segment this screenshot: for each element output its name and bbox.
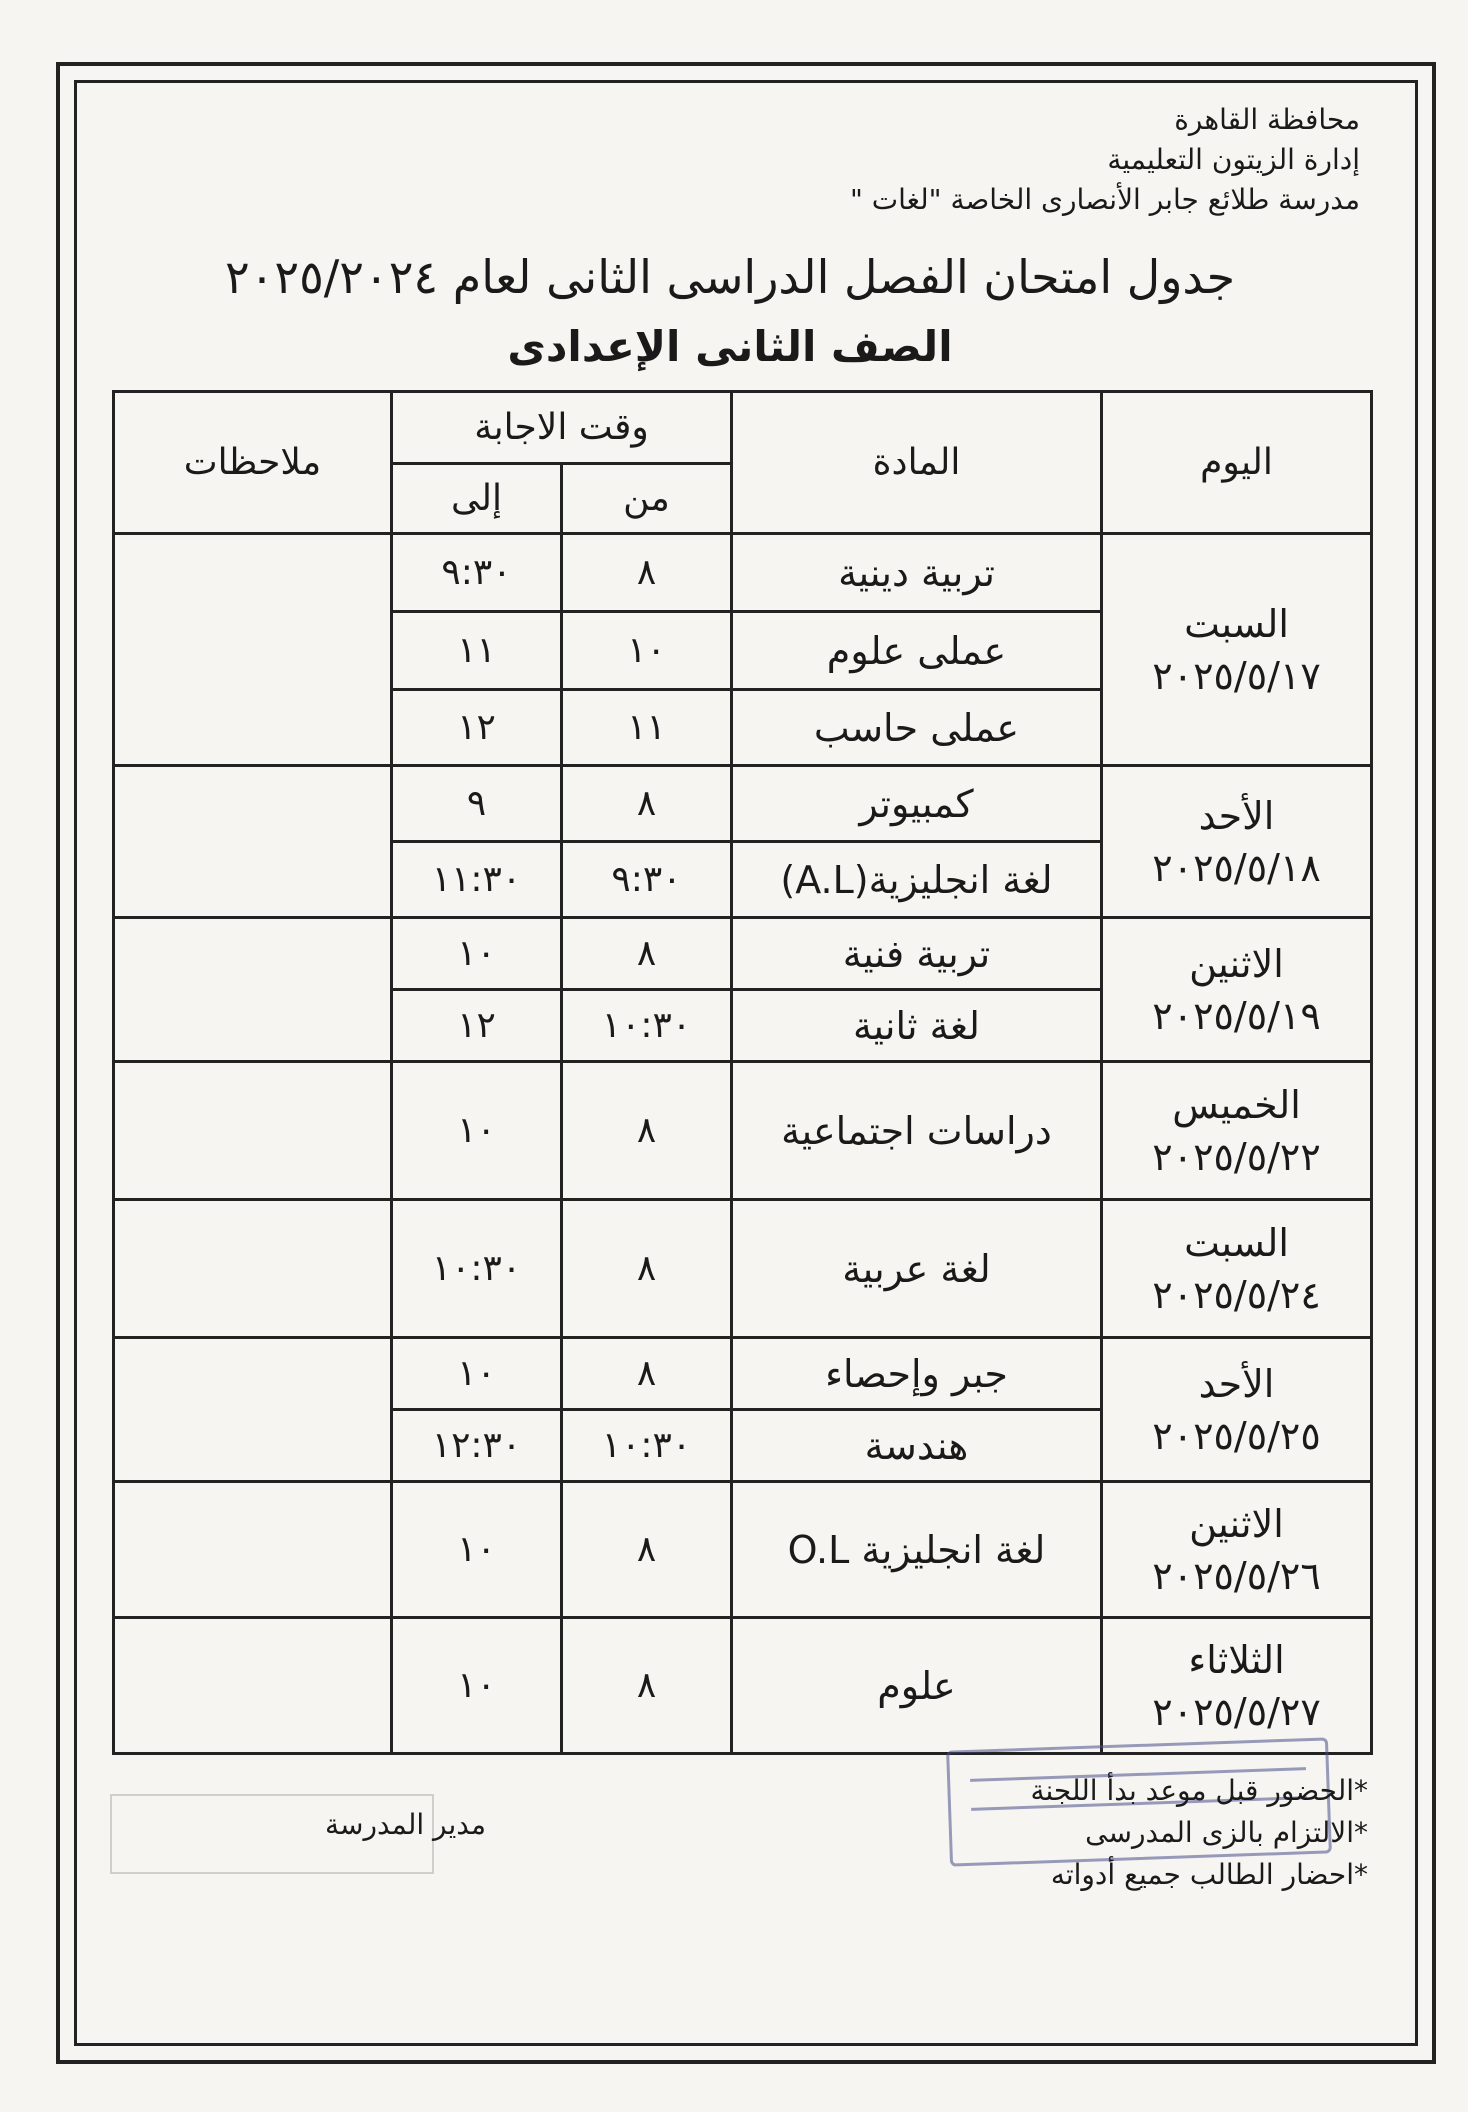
time-from: ١٠:٣٠ — [562, 990, 732, 1062]
day-date: ٢٠٢٥/٥/٢٧ — [1152, 1689, 1321, 1734]
day-cell — [1102, 534, 1372, 766]
subject-cell: لغة انجليزية(A.L) — [732, 842, 1102, 918]
subject-cell: كمبيوتر — [732, 766, 1102, 842]
day-date: ٢٠٢٥/٥/١٨ — [1152, 845, 1321, 890]
table-row — [114, 1618, 1372, 1754]
time-to: ١١ — [392, 612, 562, 690]
day-cell — [1102, 1338, 1372, 1482]
table-row — [114, 1200, 1372, 1338]
subject-cell: هندسة — [732, 1410, 1102, 1482]
notes-cell — [114, 918, 392, 1062]
time-from: ٩:٣٠ — [562, 842, 732, 918]
time-from: ١٠ — [562, 612, 732, 690]
time-from: ١١ — [562, 690, 732, 766]
day-date: ٢٠٢٥/٥/٢٦ — [1152, 1553, 1321, 1598]
governorate-label: محافظة القاهرة — [1174, 103, 1360, 136]
notes-cell — [114, 534, 392, 766]
header-answer-time: وقت الاجابة — [392, 392, 732, 464]
notes-cell — [114, 1618, 392, 1754]
day-date: ٢٠٢٥/٥/١٧ — [1152, 653, 1321, 698]
subject-cell: لغة ثانية — [732, 990, 1102, 1062]
subject-cell: تربية فنية — [732, 918, 1102, 990]
principal-signature-label: مدير المدرسة — [324, 1808, 486, 1841]
note-item: *احضار الطالب جميع أدواته — [1050, 1858, 1368, 1891]
day-name: الاثنين — [1189, 941, 1284, 986]
time-to: ١٢ — [392, 690, 562, 766]
subject-cell: لغة عربية — [732, 1200, 1102, 1338]
time-from: ٨ — [562, 766, 732, 842]
day-date: ٢٠٢٥/٥/٢٤ — [1152, 1272, 1321, 1317]
table-row — [114, 766, 1372, 842]
header-subject: المادة — [732, 392, 1102, 534]
day-date: ٢٠٢٥/٥/٢٢ — [1152, 1134, 1321, 1179]
time-to: ١٢:٣٠ — [392, 1410, 562, 1482]
day-cell — [1102, 1062, 1372, 1200]
exam-schedule-table — [112, 390, 1373, 1755]
time-to: ١٠ — [392, 1618, 562, 1754]
notes-cell — [114, 766, 392, 918]
day-cell — [1102, 766, 1372, 918]
note-item: *الحضور قبل موعد بدأ اللجنة — [1030, 1774, 1368, 1807]
time-to: ١٠ — [392, 918, 562, 990]
time-to: ١٢ — [392, 990, 562, 1062]
footer-notes — [808, 1770, 1368, 1896]
day-date: ٢٠٢٥/٥/١٩ — [1152, 993, 1321, 1038]
day-name: السبت — [1184, 1220, 1289, 1265]
time-from: ٨ — [562, 1482, 732, 1618]
administration-label: إدارة الزيتون التعليمية — [1107, 143, 1360, 176]
day-name: الأحد — [1198, 793, 1275, 838]
day-cell — [1102, 1200, 1372, 1338]
time-from: ٨ — [562, 1618, 732, 1754]
day-date: ٢٠٢٥/٥/٢٥ — [1152, 1413, 1321, 1458]
time-to: ١٠ — [392, 1062, 562, 1200]
time-to: ١٠ — [392, 1338, 562, 1410]
subject-cell: علوم — [732, 1618, 1102, 1754]
subject-cell: دراسات اجتماعية — [732, 1062, 1102, 1200]
time-from: ٨ — [562, 1338, 732, 1410]
time-from: ٨ — [562, 1200, 732, 1338]
note-item: *الالتزام بالزى المدرسى — [1085, 1816, 1368, 1849]
time-to: ٩:٣٠ — [392, 534, 562, 612]
day-name: الأحد — [1198, 1361, 1275, 1406]
subject-cell: عملى علوم — [732, 612, 1102, 690]
day-cell — [1102, 918, 1372, 1062]
header-day: اليوم — [1102, 392, 1372, 534]
grade-subtitle: الصف الثانى الإعدادى — [507, 322, 953, 371]
day-name: الاثنين — [1189, 1501, 1284, 1546]
document-header — [360, 100, 1360, 220]
time-from: ١٠:٣٠ — [562, 1410, 732, 1482]
table-row — [114, 534, 1372, 612]
day-name: الخميس — [1172, 1082, 1301, 1127]
header-from: من — [562, 464, 732, 534]
notes-cell — [114, 1338, 392, 1482]
header-to: إلى — [392, 464, 562, 534]
time-to: ٩ — [392, 766, 562, 842]
day-name: الثلاثاء — [1188, 1637, 1285, 1682]
subject-cell: لغة انجليزية O.L — [732, 1482, 1102, 1618]
header-notes: ملاحظات — [114, 392, 392, 534]
day-cell — [1102, 1618, 1372, 1754]
subject-cell: جبر وإحصاء — [732, 1338, 1102, 1410]
table-row — [114, 918, 1372, 990]
table-row — [114, 1062, 1372, 1200]
notes-cell — [114, 1482, 392, 1618]
notes-cell — [114, 1062, 392, 1200]
time-from: ٨ — [562, 534, 732, 612]
day-cell — [1102, 1482, 1372, 1618]
time-to: ١١:٣٠ — [392, 842, 562, 918]
table-row — [114, 1482, 1372, 1618]
time-to: ١٠:٣٠ — [392, 1200, 562, 1338]
school-name: مدرسة طلائع جابر الأنصارى الخاصة "لغات " — [849, 183, 1360, 216]
page-title: جدول امتحان الفصل الدراسى الثانى لعام ٢٠٢٥/٢٠٢٤ — [224, 250, 1236, 304]
day-name: السبت — [1184, 601, 1289, 646]
notes-cell — [114, 1200, 392, 1338]
table-row — [114, 1338, 1372, 1410]
subject-cell: تربية دينية — [732, 534, 1102, 612]
subject-cell: عملى حاسب — [732, 690, 1102, 766]
time-to: ١٠ — [392, 1482, 562, 1618]
time-from: ٨ — [562, 918, 732, 990]
time-from: ٨ — [562, 1062, 732, 1200]
